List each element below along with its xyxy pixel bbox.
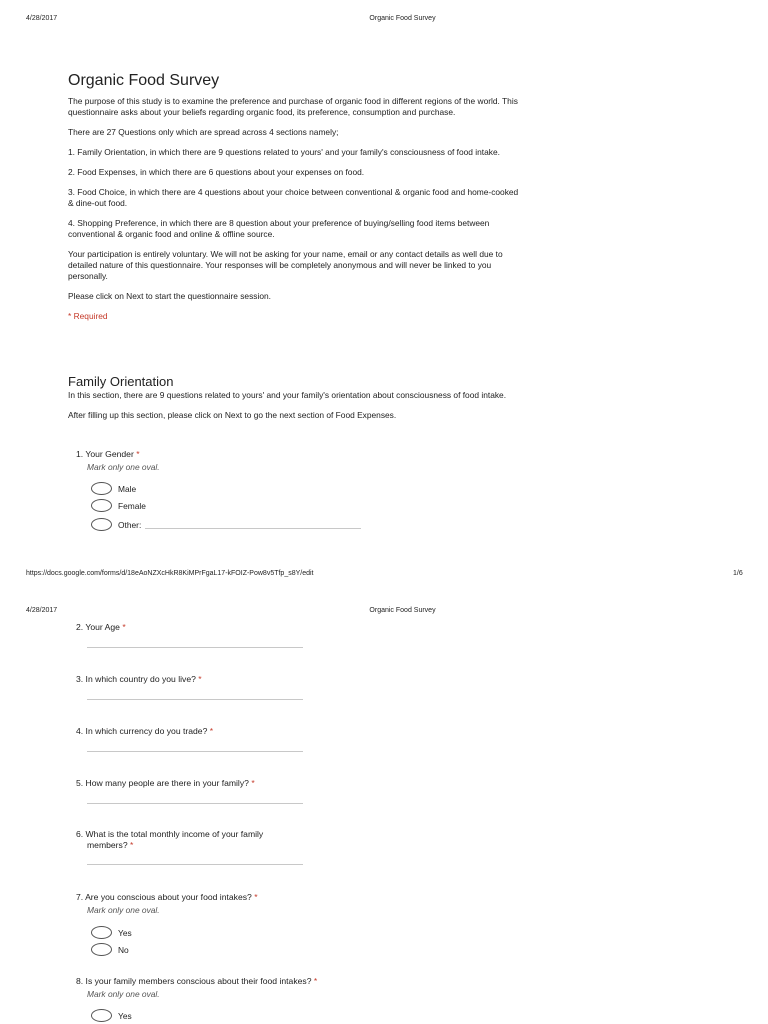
answer-line[interactable] (87, 647, 303, 648)
question-currency (76, 726, 516, 752)
form-title: Organic Food Survey (68, 72, 220, 89)
question-hint: Mark only one oval. (87, 462, 160, 472)
option-label: No (118, 944, 129, 955)
radio-option-yes[interactable] (91, 926, 132, 939)
radio-option-male[interactable] (91, 482, 136, 495)
section-title: Family Orientation (68, 374, 174, 389)
option-label: Yes (118, 1010, 132, 1021)
radio-option-other[interactable] (91, 518, 361, 531)
required-star: * (254, 892, 258, 902)
print-page-number: 1/6 (733, 570, 743, 577)
question-text: 3. In which country do you live? (76, 674, 199, 684)
print-doc-title: Organic Food Survey (369, 15, 436, 22)
question-country (76, 674, 516, 700)
question-gender (76, 449, 516, 472)
form-header (68, 72, 520, 321)
radio-oval[interactable] (91, 518, 112, 531)
question-text-line1: 6. What is the total monthly income of your family (76, 829, 264, 839)
answer-line[interactable] (87, 803, 303, 804)
question-text: 5. How many people are there in your family? (76, 778, 252, 788)
radio-oval[interactable] (91, 1009, 112, 1022)
required-star: * (198, 674, 202, 684)
question-text-line2: members? (87, 840, 130, 850)
print-date: 4/28/2017 (26, 607, 58, 614)
answer-line[interactable] (87, 751, 303, 752)
section-header (68, 374, 520, 430)
section-list-item: 1. Family Orientation, in which there are 9 questions related to yours' and your family's consciousness of food intake. (68, 147, 500, 157)
print-url: https://docs.google.com/forms/d/18eAoNZXcHkR8KiMPrFgaL17-kFOIZ-Pow8v5Tfp_s8Y/edit (26, 570, 314, 577)
section-description: In this section, there are 9 questions related to yours' and your family's orientation about consciousness of food intake. (68, 390, 507, 400)
option-label: Other: (118, 519, 142, 530)
required-star: * (209, 726, 214, 736)
radio-option-no[interactable] (91, 943, 129, 956)
option-label: Yes (118, 927, 132, 938)
radio-oval[interactable] (91, 926, 112, 939)
radio-option-yes[interactable] (91, 1009, 132, 1022)
question-self-conscious (76, 892, 516, 915)
option-label: Female (118, 500, 146, 511)
other-text-field[interactable] (145, 521, 361, 529)
print-doc-title: Organic Food Survey (369, 607, 436, 614)
question-family-conscious (76, 976, 516, 999)
section-list-item: 3. Food Choice, in which there are 4 questions about your choice between conventional & organic food and home-cooked & dine-out food. (68, 187, 519, 208)
question-text: 2. Your Age (76, 622, 123, 632)
answer-line[interactable] (87, 699, 303, 700)
question-text: 7. Are you conscious about your food intakes? (76, 892, 255, 902)
required-star: * (129, 840, 134, 850)
section-list-item: 2. Food Expenses, in which there are 6 questions about your expenses on food. (68, 167, 365, 177)
option-label: Male (118, 483, 137, 494)
question-text: 8. Is your family members conscious about their food intakes? (76, 976, 314, 986)
radio-oval[interactable] (91, 482, 112, 495)
required-star: * (122, 622, 126, 632)
section-next-note: After filling up this section, please click on Next to go the next section of Food Expenses. (68, 410, 397, 420)
question-text: 4. In which currency do you trade? (76, 726, 210, 736)
radio-option-female[interactable] (91, 499, 146, 512)
radio-oval[interactable] (91, 499, 112, 512)
required-star: * (251, 778, 255, 788)
start-note: Please click on Next to start the questionnaire session. (68, 291, 271, 301)
print-date: 4/28/2017 (26, 15, 58, 22)
required-star: * (313, 976, 318, 986)
question-hint: Mark only one oval. (87, 905, 160, 915)
required-star: * (136, 449, 140, 459)
radio-oval[interactable] (91, 943, 112, 956)
question-text: 1. Your Gender (76, 449, 137, 459)
question-hint: Mark only one oval. (87, 989, 160, 999)
form-count-note: There are 27 Questions only which are spread across 4 sections namely; (68, 127, 339, 137)
required-note: * Required (68, 311, 108, 321)
question-age (76, 622, 516, 648)
question-family-size (76, 778, 516, 804)
answer-line[interactable] (87, 864, 303, 865)
form-intro: The purpose of this study is to examine the preference and purchase of organic food in different regions of the world. This questionnaire asks about your beliefs regarding organic food, its preference, consumption and purchase. (68, 96, 518, 117)
section-list-item: 4. Shopping Preference, in which there are 8 question about your preference of buying/selling food items between conventional & organic food and online & offline source. (68, 218, 490, 239)
participation-note: Your participation is entirely voluntary. We will not be asking for your name, email or any contact details as well due to detailed nature of this questionnaire. Your responses will be completely anonymous and will never be linked to you personally. (68, 249, 503, 281)
question-income (76, 829, 516, 865)
